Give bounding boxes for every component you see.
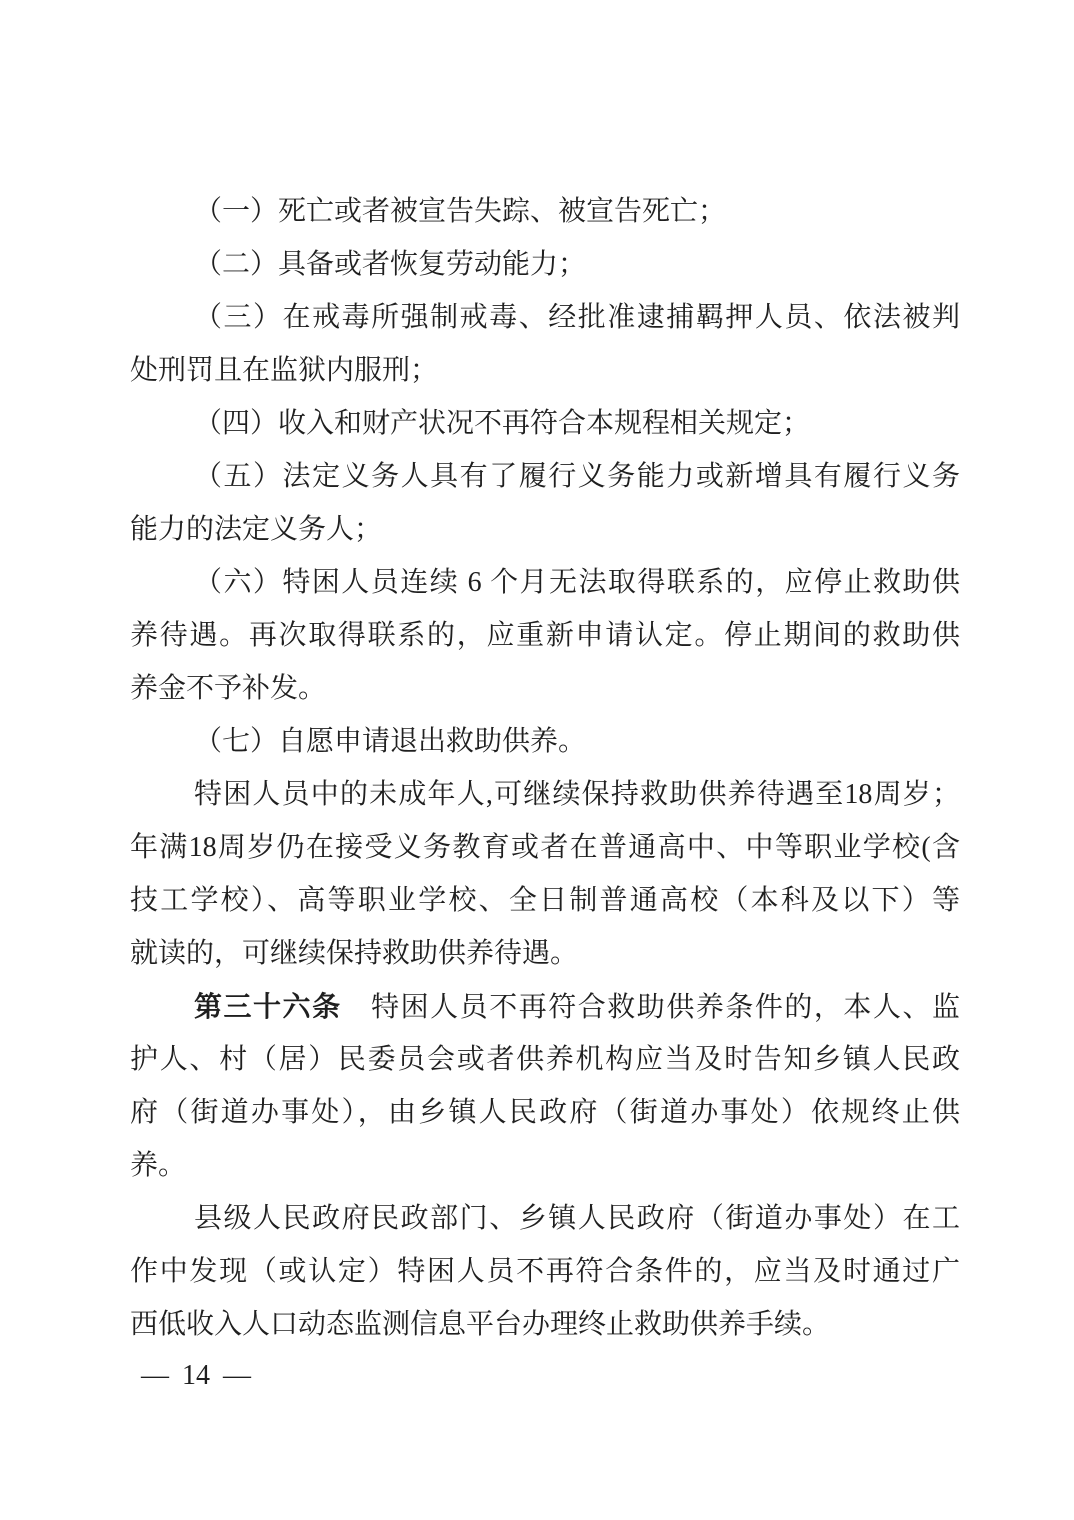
para-minors-line: 年满18周岁仍在接受义务教育或者在普通高中、中等职业学校(含 xyxy=(130,832,960,863)
footer-dash-right: — xyxy=(223,1360,251,1391)
clause-3-line: （三）在戒毒所强制戒毒、经批准逮捕羁押人员、依法被判 xyxy=(194,302,960,333)
article-36-line: 护人、村（居）民委员会或者供养机构应当及时告知乡镇人民政 xyxy=(130,1044,960,1075)
article-number-bold: 第三十六条 xyxy=(194,990,342,1023)
para-minors-line: 特困人员中的未成年人,可继续保持救助供养待遇至18周岁； xyxy=(194,779,960,810)
clause-6-line: 养金不予补发。 xyxy=(130,673,327,704)
para-minors-line: 技工学校）、高等职业学校、全日制普通高校（本科及以下）等 xyxy=(130,885,960,916)
clause-6-line: （六）特困人员连续 6 个月无法取得联系的，应停止救助供 xyxy=(194,567,960,598)
page-footer xyxy=(141,1355,251,1397)
clause-3-line: 处刑罚且在监狱内服刑； xyxy=(130,355,439,386)
article-36-line: 第三十六条 特困人员不再符合救助供养条件的，本人、监 xyxy=(194,990,960,1023)
para-county-line: 县级人民政府民政部门、乡镇人民政府（街道办事处）在工 xyxy=(194,1203,960,1234)
clause-5-line: 能力的法定义务人； xyxy=(130,514,383,545)
para-minors-line: 就读的，可继续保持救助供养待遇。 xyxy=(130,938,579,969)
document-body xyxy=(130,185,960,1351)
para-county-line: 作中发现（或认定）特困人员不再符合条件的，应当及时通过广 xyxy=(130,1256,960,1287)
clause-6-line: 养待遇。再次取得联系的，应重新申请认定。停止期间的救助供 xyxy=(130,620,960,651)
page-number: 14 xyxy=(182,1360,210,1391)
clause-7-line: （七）自愿申请退出救助供养。 xyxy=(194,726,587,757)
article-36-line: 府（街道办事处），由乡镇人民政府（街道办事处）依规终止供 xyxy=(130,1097,960,1128)
clause-2-line: （二）具备或者恢复劳动能力； xyxy=(194,249,587,280)
para-county-line: 西低收入人口动态监测信息平台办理终止救助供养手续。 xyxy=(130,1309,831,1340)
clause-1-line: （一）死亡或者被宣告失踪、被宣告死亡； xyxy=(194,196,727,227)
footer-dash-left: — xyxy=(141,1360,169,1391)
clause-5-line: （五）法定义务人具有了履行义务能力或新增具有履行义务 xyxy=(194,461,960,492)
article-36-line: 养。 xyxy=(130,1150,187,1181)
clause-4-line: （四）收入和财产状况不再符合本规程相关规定； xyxy=(194,408,811,439)
